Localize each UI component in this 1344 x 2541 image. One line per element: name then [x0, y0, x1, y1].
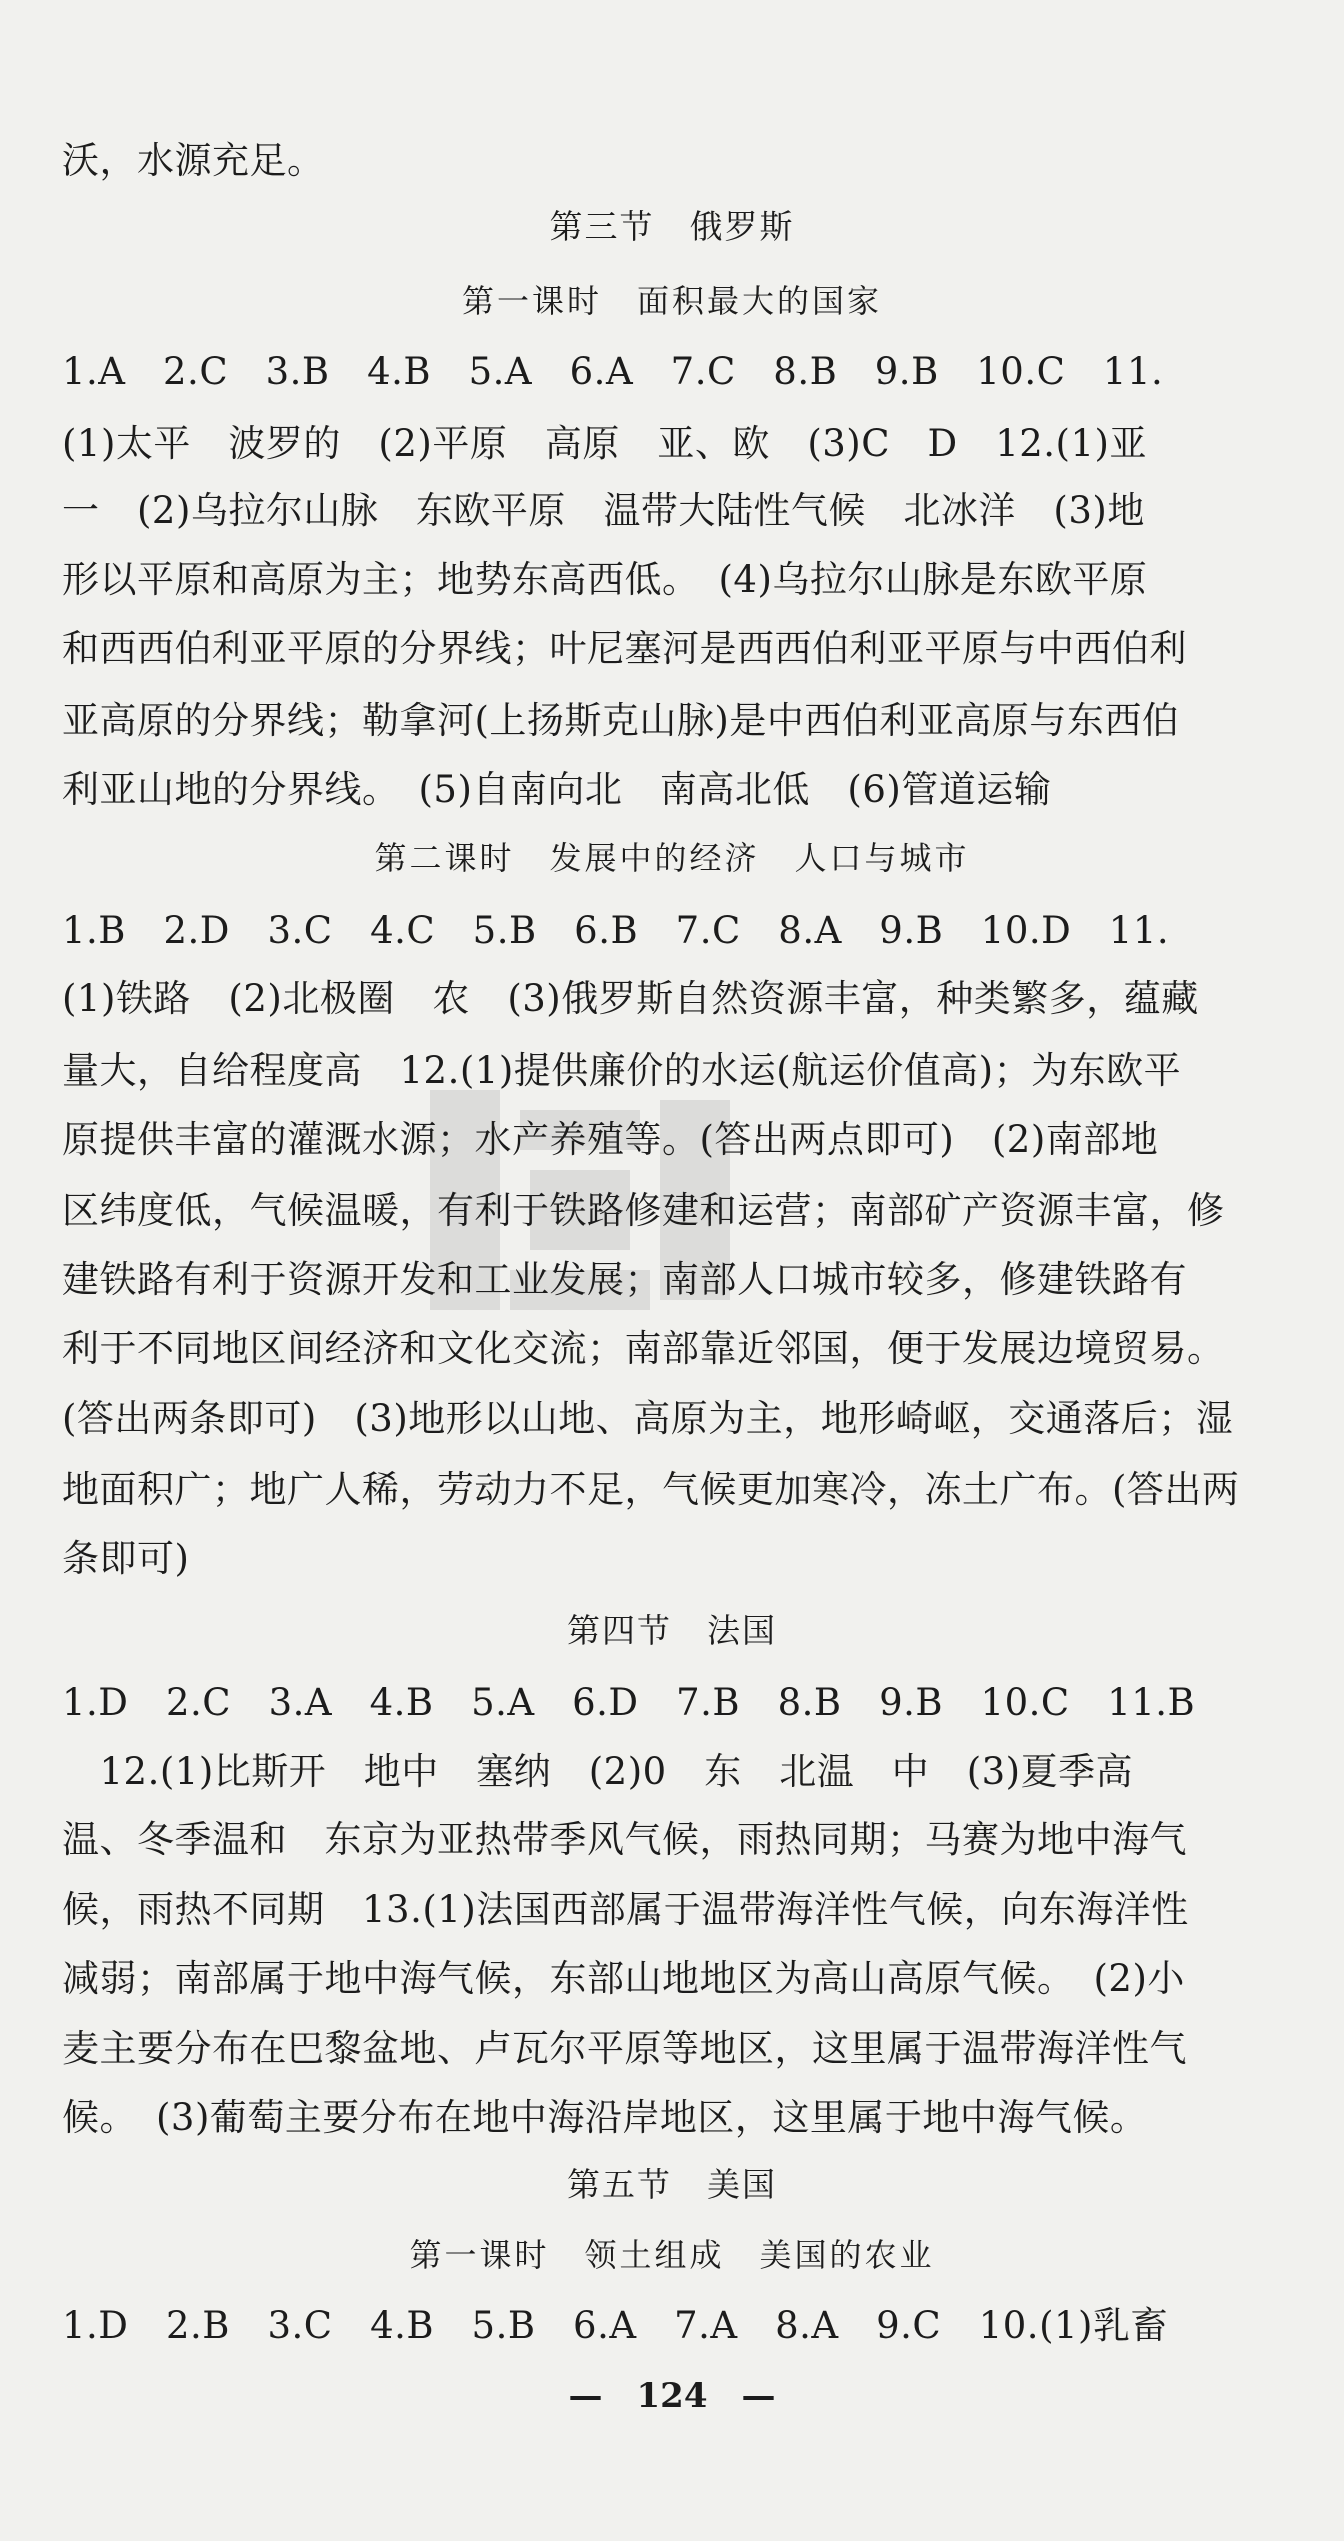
text-line-4: 一 (2)乌拉尔山脉 东欧平原 温带大陆性气候 北冰洋 (3)地 [62, 489, 1145, 532]
section-heading-russia: 第三节 俄罗斯 [549, 207, 795, 246]
text-line-2: 1.A 2.C 3.B 4.B 5.A 6.A 7.C 8.B 9.B 10.C 11. [62, 350, 1164, 393]
section-heading-france: 第四节 法国 [567, 1611, 777, 1650]
lesson-heading-economy-population: 第二课时 发展中的经济 人口与城市 [374, 839, 970, 877]
text-line-26: 1.D 2.B 3.C 4.B 5.B 6.A 7.A 8.A 9.C 10.(1)乳畜 [62, 2304, 1168, 2347]
text-line-20: 12.(1)比斯开 地中 塞纳 (2)0 东 北温 中 (3)夏季高 [62, 1750, 1134, 1793]
text-line-8: 利亚山地的分界线。 (5)自南向北 南高北低 (6)管道运输 [62, 768, 1052, 811]
text-line-23: 减弱；南部属于地中海气候，东部山地地区为高山高原气候。 (2)小 [62, 1957, 1185, 2000]
text-line-24: 麦主要分布在巴黎盆地、卢瓦尔平原等地区，这里属于温带海洋性气 [62, 2027, 1187, 2070]
text-line-16: (答出两条即可) (3)地形以山地、高原为主，地形崎岖，交通落后；湿 [62, 1397, 1234, 1440]
text-line-3: (1)太平 波罗的 (2)平原 高原 亚、欧 (3)C D 12.(1)亚 [62, 422, 1147, 465]
lesson-heading-territory-agriculture: 第一课时 领土组成 美国的农业 [409, 2236, 935, 2274]
text-line-7: 亚高原的分界线；勒拿河(上扬斯克山脉)是中西伯利亚高原与东西伯 [62, 699, 1180, 742]
text-line-11: 量大，自给程度高 12.(1)提供廉价的水运(航运价值高)；为东欧平 [62, 1049, 1182, 1092]
text-line-21: 温、冬季温和 东京为亚热带季风气候，雨热同期；马赛为地中海气 [62, 1818, 1187, 1861]
text-line-9: 1.B 2.D 3.C 4.C 5.B 6.B 7.C 8.A 9.B 10.D 11. [62, 909, 1170, 952]
text-line-13: 区纬度低，气候温暖，有利于铁路修建和运营；南部矿产资源丰富，修 [62, 1189, 1225, 1232]
text-line-5: 形以平原和高原为主；地势东高西低。 (4)乌拉尔山脉是东欧平原 [62, 558, 1148, 601]
lesson-heading-largest-country: 第一课时 面积最大的国家 [461, 282, 882, 320]
text-line-25: 候。 (3)葡萄主要分布在地中海沿岸地区，这里属于地中海气候。 [62, 2096, 1148, 2139]
text-line-15: 利于不同地区间经济和文化交流；南部靠近邻国，便于发展边境贸易。 [62, 1327, 1225, 1370]
text-line-19: 1.D 2.C 3.A 4.B 5.A 6.D 7.B 8.B 9.B 10.C 11.B [62, 1681, 1196, 1724]
text-line-1: 沃，水源充足。 [62, 139, 325, 182]
text-line-14: 建铁路有利于资源开发和工业发展；南部人口城市较多，修建铁路有 [62, 1258, 1187, 1301]
text-line-22: 候，雨热不同期 13.(1)法国西部属于温带海洋性气候，向东海洋性 [62, 1888, 1189, 1931]
text-line-17: 地面积广；地广人稀，劳动力不足，气候更加寒冷，冻土广布。(答出两 [62, 1468, 1240, 1511]
section-heading-usa: 第五节 美国 [567, 2165, 777, 2204]
text-line-18: 条即可) [62, 1537, 190, 1580]
text-line-10: (1)铁路 (2)北极圈 农 (3)俄罗斯自然资源丰富，种类繁多，蕴藏 [62, 977, 1199, 1020]
text-line-12: 原提供丰富的灌溉水源；水产养殖等。(答出两点即可) (2)南部地 [62, 1118, 1159, 1161]
text-line-6: 和西西伯利亚平原的分界线；叶尼塞河是西西伯利亚平原与中西伯利 [62, 627, 1187, 670]
page-number: — 124 — [568, 2376, 776, 2416]
